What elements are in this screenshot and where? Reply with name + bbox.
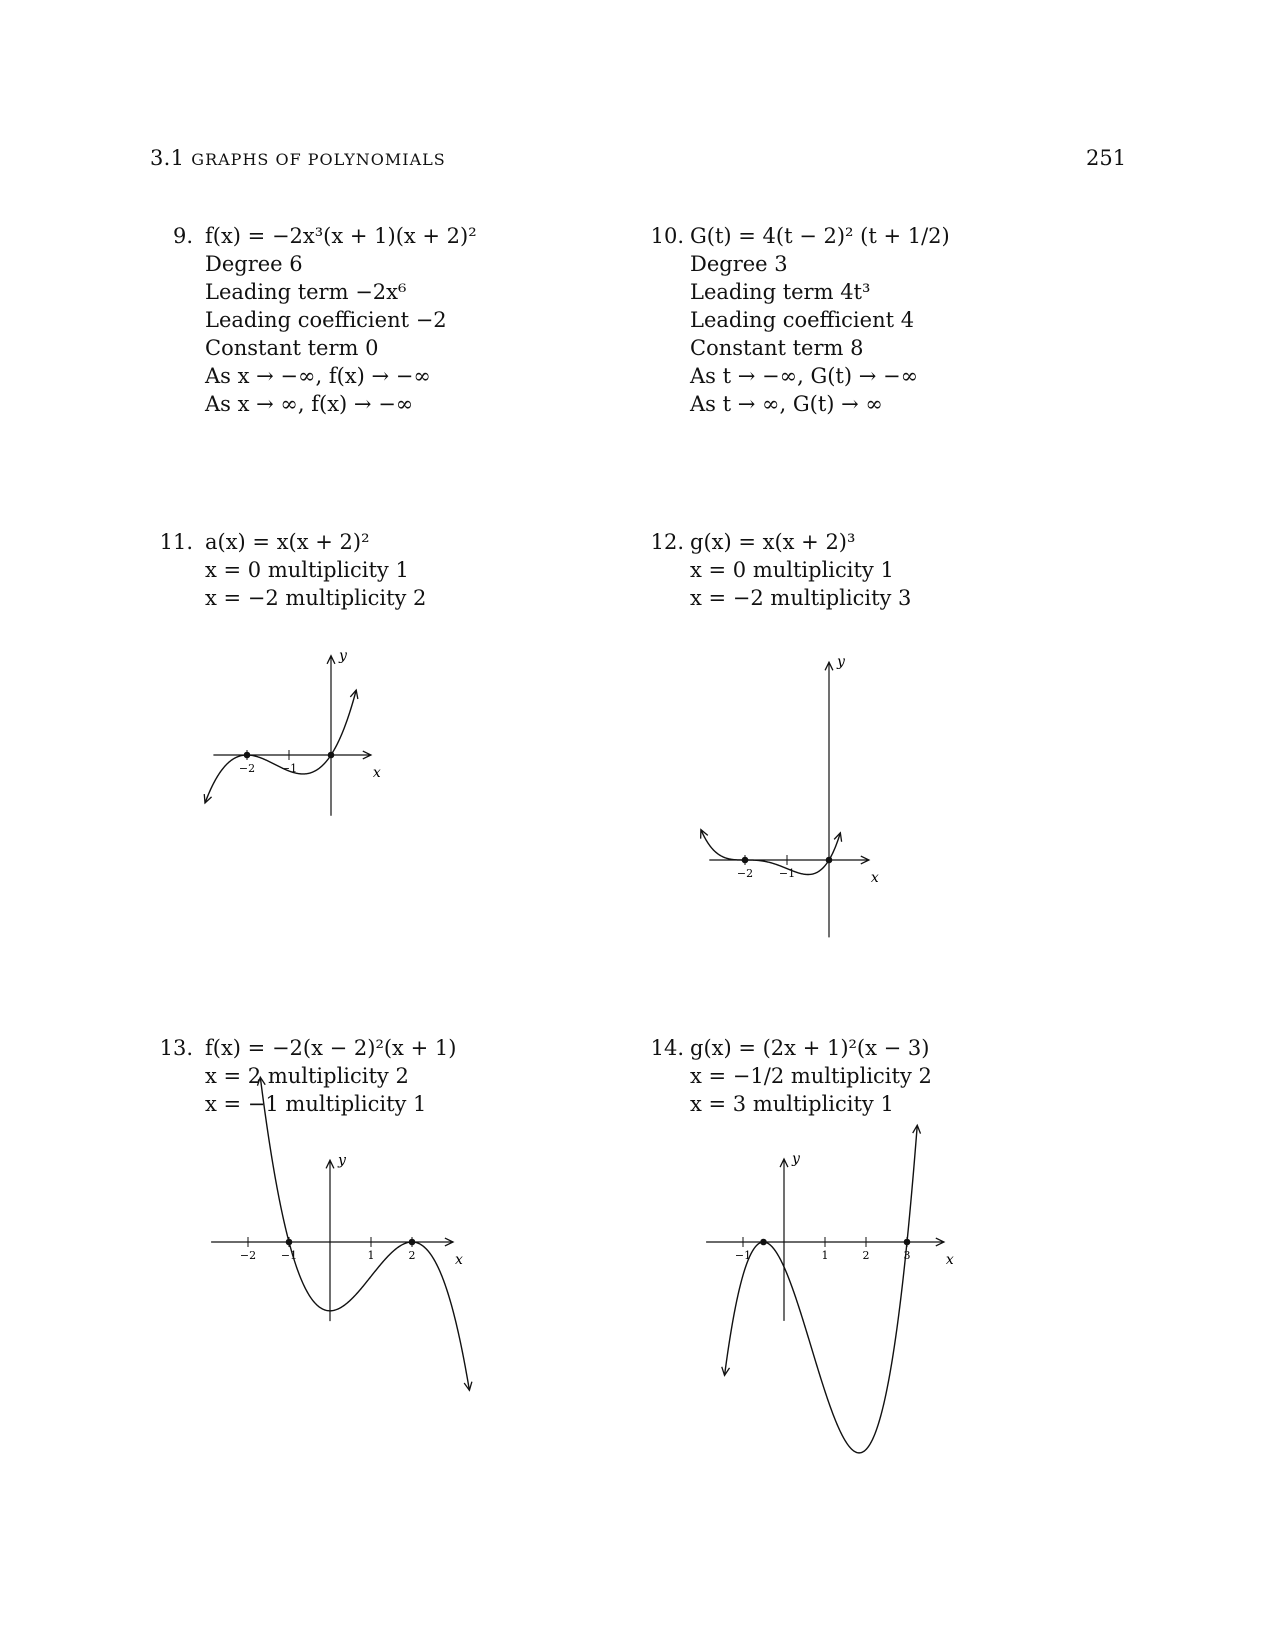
zero-point bbox=[760, 1239, 767, 1246]
problem-number: 12. bbox=[650, 530, 684, 554]
leading-term: Leading term 4t³ bbox=[690, 280, 871, 304]
tick-label: −2 bbox=[238, 762, 256, 775]
function-definition: a(x) = x(x + 2)² bbox=[205, 530, 370, 554]
y-axis-label: y bbox=[339, 647, 347, 664]
series-line bbox=[725, 1125, 918, 1453]
leading-coefficient: Leading coefficient −2 bbox=[205, 308, 447, 332]
section-number: 3.1 bbox=[150, 146, 185, 170]
tick bbox=[822, 1237, 829, 1262]
problem-number: 9. bbox=[172, 224, 193, 248]
tick-label: −1 bbox=[734, 1249, 752, 1262]
zero-point bbox=[904, 1239, 911, 1246]
leading-term: Leading term −2x⁶ bbox=[205, 280, 407, 304]
tick bbox=[863, 1237, 870, 1262]
section-title: GRAPHS OF POLYNOMIALS bbox=[191, 150, 446, 169]
tick-label: 1 bbox=[821, 1249, 829, 1262]
zero-2: x = −1 multiplicity 1 bbox=[205, 1092, 427, 1116]
end-behavior-left: As x → −∞, f(x) → −∞ bbox=[205, 364, 431, 388]
function-definition: g(x) = (2x + 1)²(x − 3) bbox=[690, 1036, 930, 1060]
tick-label: 2 bbox=[862, 1249, 870, 1262]
function-definition: G(t) = 4(t − 2)² (t + 1/2) bbox=[690, 224, 950, 248]
function-definition: f(x) = −2x³(x + 1)(x + 2)² bbox=[205, 224, 477, 248]
tick-label: 2 bbox=[408, 1249, 416, 1262]
leading-coefficient: Leading coefficient 4 bbox=[690, 308, 915, 332]
y-axis-label: y bbox=[792, 1151, 800, 1167]
tick-label: −1 bbox=[778, 867, 796, 880]
zero-1: x = 0 multiplicity 1 bbox=[205, 558, 409, 582]
degree: Degree 3 bbox=[690, 252, 788, 276]
problem-number: 13. bbox=[159, 1036, 193, 1060]
problem-number: 10. bbox=[650, 224, 684, 248]
tick-label: −2 bbox=[736, 867, 754, 880]
tick-label: 1 bbox=[367, 1249, 375, 1262]
end-behavior-left: As t → −∞, G(t) → −∞ bbox=[690, 364, 919, 388]
x-axis-label: x bbox=[455, 1252, 463, 1268]
tick-label: −2 bbox=[239, 1249, 257, 1262]
problem-number: 14. bbox=[650, 1036, 684, 1060]
x-axis-label: x bbox=[945, 1252, 954, 1268]
end-behavior-right: As t → ∞, G(t) → ∞ bbox=[690, 392, 883, 416]
zero-1: x = 2 multiplicity 2 bbox=[205, 1064, 409, 1088]
problem-number: 11. bbox=[159, 530, 193, 554]
constant-term: Constant term 0 bbox=[205, 336, 379, 360]
function-definition: g(x) = x(x + 2)³ bbox=[690, 530, 856, 554]
tick-label: −1 bbox=[280, 1249, 298, 1262]
zero-2: x = −2 multiplicity 3 bbox=[690, 586, 912, 610]
y-axis-label: y bbox=[338, 1152, 346, 1169]
zero-2: x = 3 multiplicity 1 bbox=[690, 1092, 894, 1116]
zero-1: x = −1/2 multiplicity 2 bbox=[690, 1064, 932, 1088]
tick-label: 3 bbox=[903, 1249, 911, 1262]
degree: Degree 6 bbox=[205, 252, 303, 276]
tick-label: −1 bbox=[280, 762, 298, 775]
end-behavior-right: As x → ∞, f(x) → −∞ bbox=[205, 392, 414, 416]
constant-term: Constant term 8 bbox=[690, 336, 864, 360]
page-number: 251 bbox=[1086, 146, 1127, 170]
x-axis-label: x bbox=[372, 765, 381, 781]
zero-2: x = −2 multiplicity 2 bbox=[205, 586, 427, 610]
function-definition: f(x) = −2(x − 2)²(x + 1) bbox=[205, 1036, 457, 1060]
x-axis-label: x bbox=[870, 870, 879, 886]
zero-1: x = 0 multiplicity 1 bbox=[690, 558, 894, 582]
y-axis-label: y bbox=[837, 654, 845, 671]
